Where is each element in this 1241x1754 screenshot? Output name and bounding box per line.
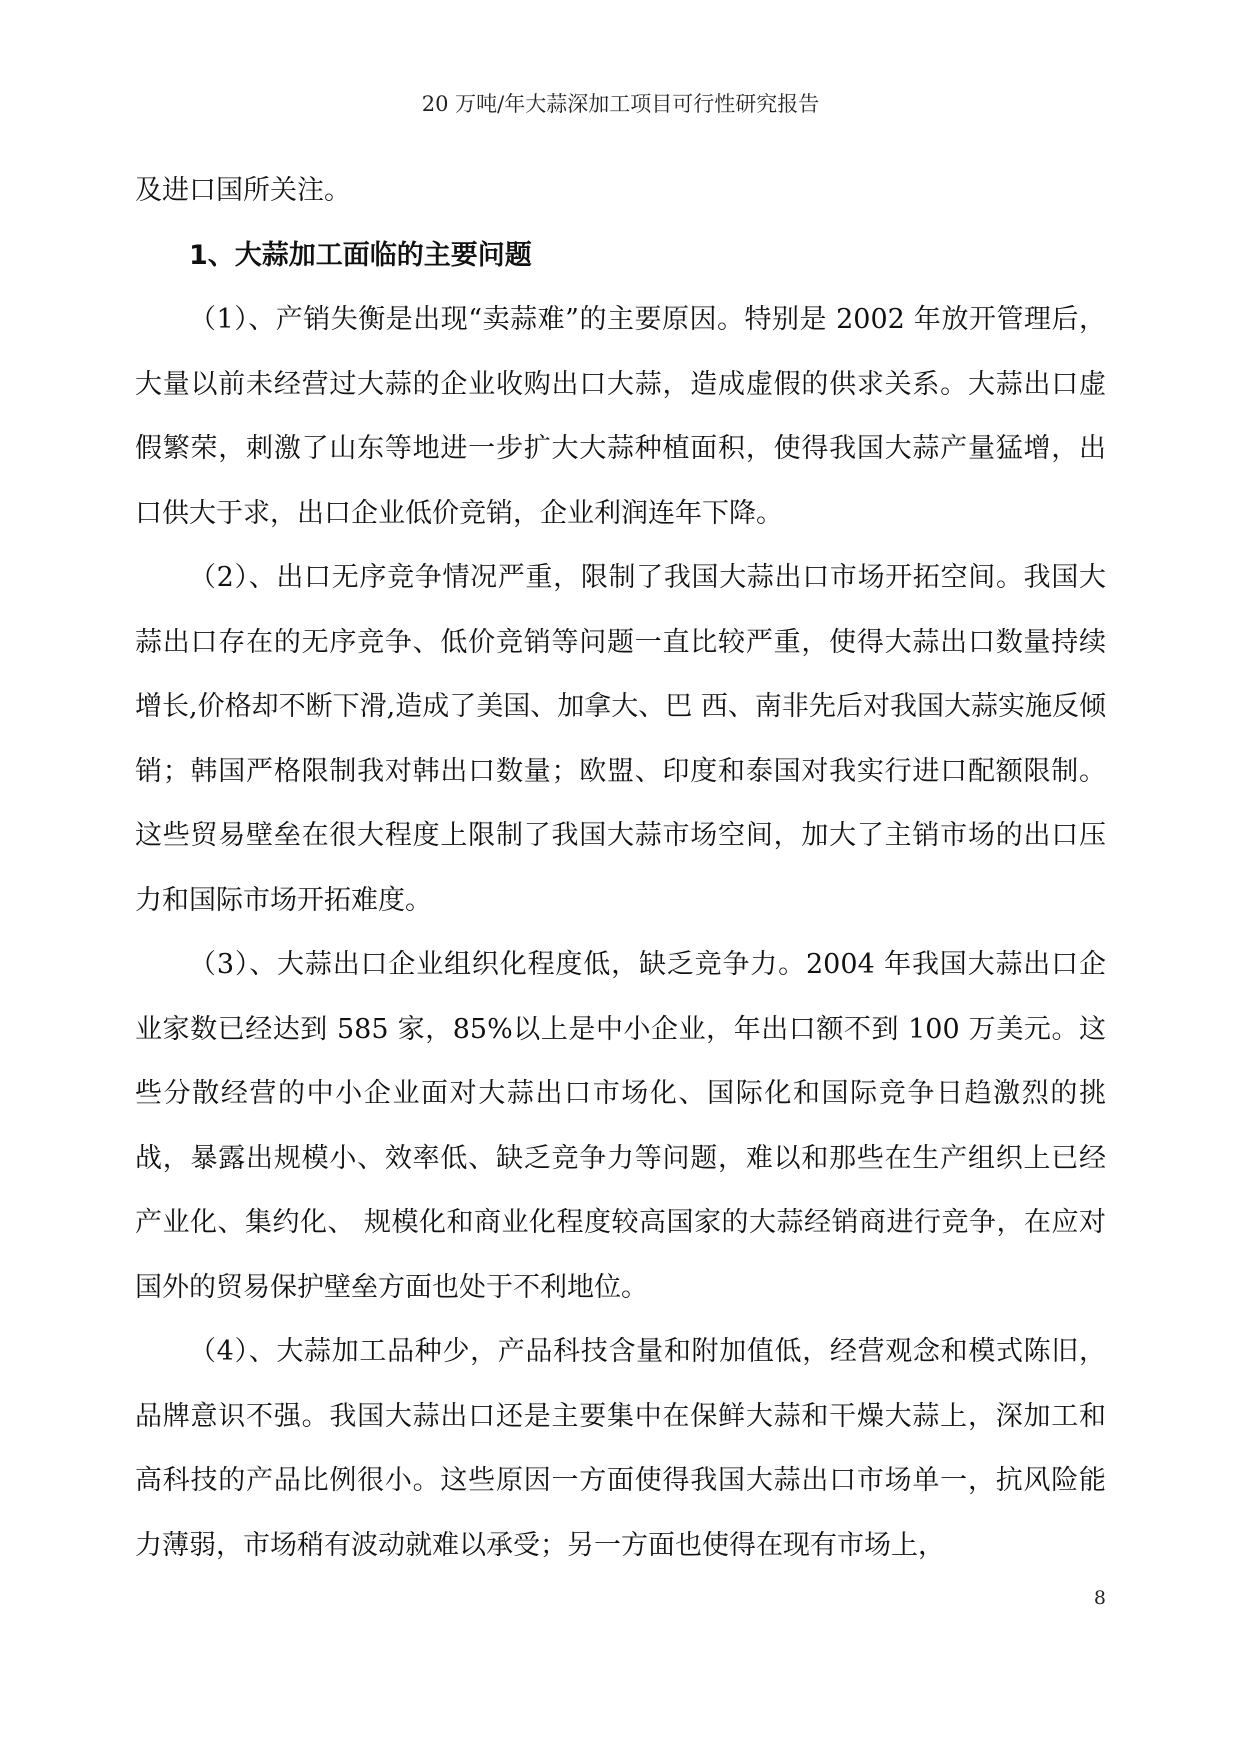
paragraph-3: （3）、大蒜出口企业组织化程度低，缺乏竞争力。2004 年我国大蒜出口企业家数已经达到 585 家，85%以上是中小企业，年出口额不到 100 万美元。这些分散经营的中小企业面对大蒜出口市场化、国际化和国际竞争日趋激烈的挑战，暴露出规模小、效率低、缺乏竞争力等问题，难以和那些在生产组织上已经产业化、集约化、 规模化和商业化程度较高国家的大蒜经销商进行竞争，在应对国外的贸易保护壁垒方面也处于不利地位。 (135, 949, 1106, 1303)
header-divider (135, 122, 1106, 123)
document-body (135, 159, 1106, 1578)
section-heading: 1、大蒜加工面临的主要问题 (189, 239, 532, 271)
page-header-title: 20 万吨/年大蒜深加工项目可行性研究报告 (421, 92, 820, 116)
paragraph-4: （4）、大蒜加工品种少，产品科技含量和附加值低，经营观念和模式陈旧，品牌意识不强。我国大蒜出口还是主要集中在保鲜大蒜和干燥大蒜上，深加工和高科技的产品比例很小。这些原因一方面使得我国大蒜出口市场单一，抗风险能力薄弱，市场稍有波动就难以承受；另一方面也使得在现有市场上， (135, 1336, 1106, 1561)
paragraph-1: （1）、产销失衡是出现“卖蒜难”的主要原因。特别是 2002 年放开管理后，大量以前未经营过大蒜的企业收购出口大蒜，造成虚假的供求关系。大蒜出口虚假繁荣，刺激了山东等地进一步扩大大蒜种植面积，使得我国大蒜产量猛增，出口供大于求，出口企业低价竞销，企业利润连年下降。 (135, 304, 1106, 529)
continuation-paragraph: 及进口国所关注。 (135, 175, 351, 206)
paragraph-2: （2）、出口无序竞争情况严重，限制了我国大蒜出口市场开拓空间。我国大蒜出口存在的无序竞争、低价竞销等问题一直比较严重，使得大蒜出口数量持续增长,价格却不断下滑,造成了美国、加拿大、巴 西、南非先后对我国大蒜实施反倾销；韩国严格限制我对韩出口数量；欧盟、印度和泰国对我实行进口配额限制。这些贸易壁垒在很大程度上限制了我国大蒜市场空间，加大了主销市场的出口压力和国际市场开拓难度。 (135, 562, 1106, 916)
page-number: 8 (1093, 1587, 1106, 1609)
